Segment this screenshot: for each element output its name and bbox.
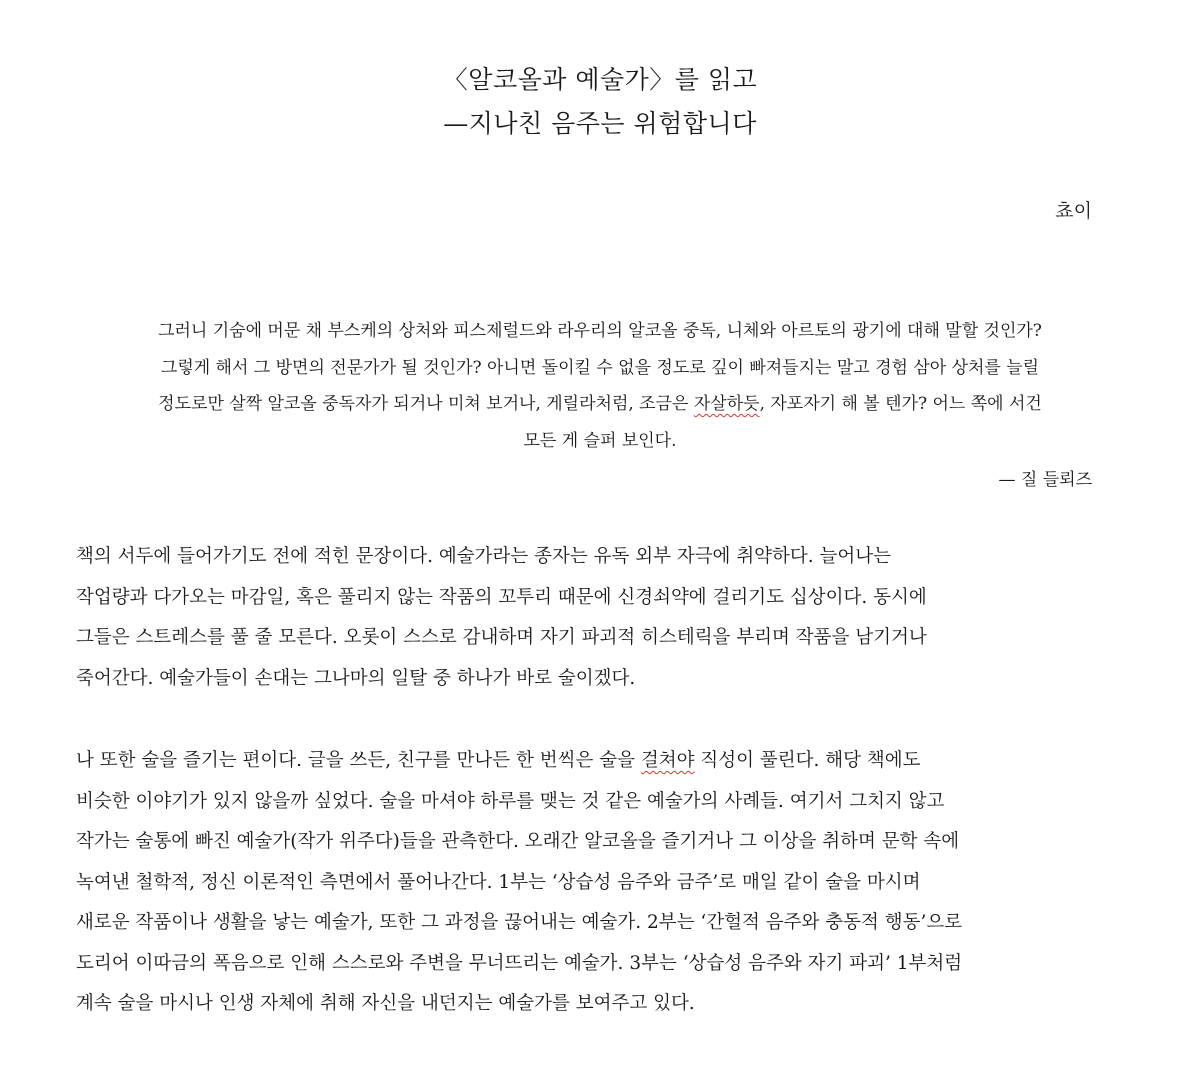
paragraph-text: 나 또한 술을 즐기는 편이다. 글을 쓰든, 친구를 만나든 한 번씩은 술을 [76, 750, 641, 771]
epigraph-line: 그러니 기숨에 머문 채 부스케의 상처와 피스제럴드와 라우리의 알코올 중독, 니체와 아르토의 광기에 대해 말할 것인가? [158, 321, 1042, 341]
body-paragraph-2 [76, 741, 962, 1025]
paragraph-line: 그들은 스트레스를 풀 줄 모른다. 오롯이 스스로 감내하며 자기 파괴적 히스테릭을 부리며 작품을 남기거나 [76, 627, 927, 648]
body-paragraph-1 [76, 537, 927, 699]
epigraph-line: 모든 게 슬퍼 보인다. [523, 430, 677, 451]
epigraph-text: 정도로만 살짝 알코올 중독자가 되거나 미쳐 보거나, 게릴라처럼, 조금은 [158, 394, 694, 414]
title-subtitle: —지나친 음주는 위험합니다 [443, 109, 757, 138]
paragraph-text: 직성이 풀린다. 해당 책에도 [694, 750, 921, 771]
epigraph-text: , 자포자기 해 볼 텐가? 어느 쪽에 서건 [759, 394, 1042, 414]
paragraph-line: 작가는 술통에 빠진 예술가(작가 위주다)들을 관측한다. 오래간 알코올을 즐기거나 그 이상을 취하며 문학 속에 [76, 831, 960, 852]
spellcheck-flagged-word: 걸쳐야 [640, 750, 695, 771]
spellcheck-flagged-word: 자살하듯 [693, 394, 760, 414]
paragraph-line: 녹여낸 철학적, 정신 이론적인 측면에서 풀어나간다. 1부는 ‘상습성 음주와 금주’로 매일 같이 술을 마시며 [76, 871, 921, 893]
paragraph-line: 책의 서두에 들어가기도 전에 적힌 문장이다. 예술가라는 종자는 유독 외부 자극에 취약하다. 늘어나는 [76, 546, 892, 567]
title-main: 〈알코올과 예술가〉를 읽고 [442, 65, 758, 94]
paragraph-line: 새로운 작품이나 생활을 낳는 예술가, 또한 그 과정을 끊어내는 예술가. 2부는 ‘간헐적 음주와 충동적 행동’으로 [76, 912, 963, 933]
epigraph-quote [0, 313, 1200, 459]
document-title [0, 58, 1200, 146]
paragraph-line: 작업량과 다가오는 마감일, 혹은 풀리지 않는 작품의 꼬투리 때문에 신경쇠약에 걸리기도 십상이다. 동시에 [76, 586, 927, 608]
paragraph-line: 계속 술을 마시나 인생 자체에 취해 자신을 내던지는 예술가를 보여주고 있다. [76, 993, 695, 1014]
paragraph-line: 도리어 이따금의 폭음으로 인해 스스로와 주변을 무너뜨리는 예술가. 3부는 ‘상습성 음주와 자기 파괴’ 1부처럼 [76, 952, 963, 974]
epigraph-line [0, 386, 1200, 423]
paragraph-line [76, 741, 962, 782]
epigraph-attribution: — 질 들뢰즈 [998, 470, 1092, 490]
author-name: 쵸이 [1055, 200, 1092, 222]
epigraph-line: 그렇게 해서 그 방면의 전문가가 될 것인가? 아니면 돌이킬 수 없을 정도로 깊이 빠져들지는 말고 경험 삼아 상처를 늘릴 [160, 357, 1040, 378]
paragraph-line: 비슷한 이야기가 있지 않을까 싶었다. 술을 마셔야 하루를 맺는 것 같은 예술가의 사례들. 여기서 그치지 않고 [76, 790, 945, 812]
paragraph-line: 죽어간다. 예술가들이 손대는 그나마의 일탈 중 하나가 바로 술이겠다. [76, 667, 636, 689]
